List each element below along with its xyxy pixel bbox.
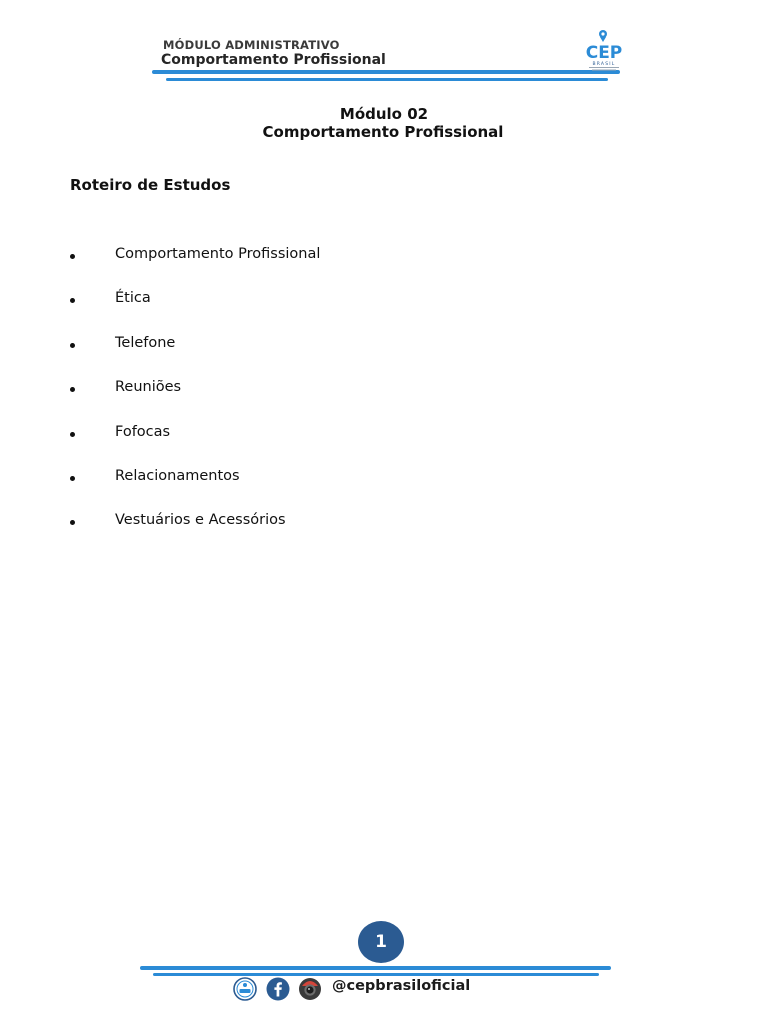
cep-logo-icon (233, 977, 257, 1001)
module-title: Comportamento Profissional (262, 123, 504, 141)
header-rule-top (152, 70, 620, 74)
topic-label: Relacionamentos (115, 467, 240, 484)
footer-rule-top (140, 966, 611, 970)
topic-label: Vestuários e Acessórios (115, 512, 286, 529)
bullet-icon (70, 476, 75, 481)
bullet-icon (70, 387, 75, 392)
section-heading: Roteiro de Estudos (70, 176, 231, 194)
instagram-icon[interactable] (298, 977, 322, 1001)
facebook-icon[interactable] (266, 977, 290, 1001)
module-label: Módulo 02 (339, 105, 429, 123)
cep-brasil-logo (583, 28, 627, 72)
header-kicker: MÓDULO ADMINISTRATIVO (163, 38, 340, 52)
topic-label: Comportamento Profissional (115, 246, 321, 262)
topic-label: Telefone (115, 334, 176, 351)
topic-label: Ética (115, 290, 151, 307)
header-rule-bottom (166, 78, 608, 81)
header-title: Comportamento Profissional (161, 52, 386, 68)
topic-label: Fofocas (115, 423, 171, 440)
social-handle[interactable]: @cepbrasiloficial (332, 978, 471, 994)
bullet-icon (70, 298, 75, 303)
logo-wordmark: CEP (585, 43, 623, 63)
bullet-icon (70, 254, 75, 259)
bullet-icon (70, 520, 75, 525)
bullet-icon (70, 343, 75, 348)
logo-subtext: BRASIL (592, 62, 616, 67)
footer-rule-bottom (153, 973, 599, 976)
page-number-badge: 1 (358, 921, 404, 963)
bullet-icon (70, 432, 75, 437)
topic-label: Reuniões (115, 379, 182, 396)
